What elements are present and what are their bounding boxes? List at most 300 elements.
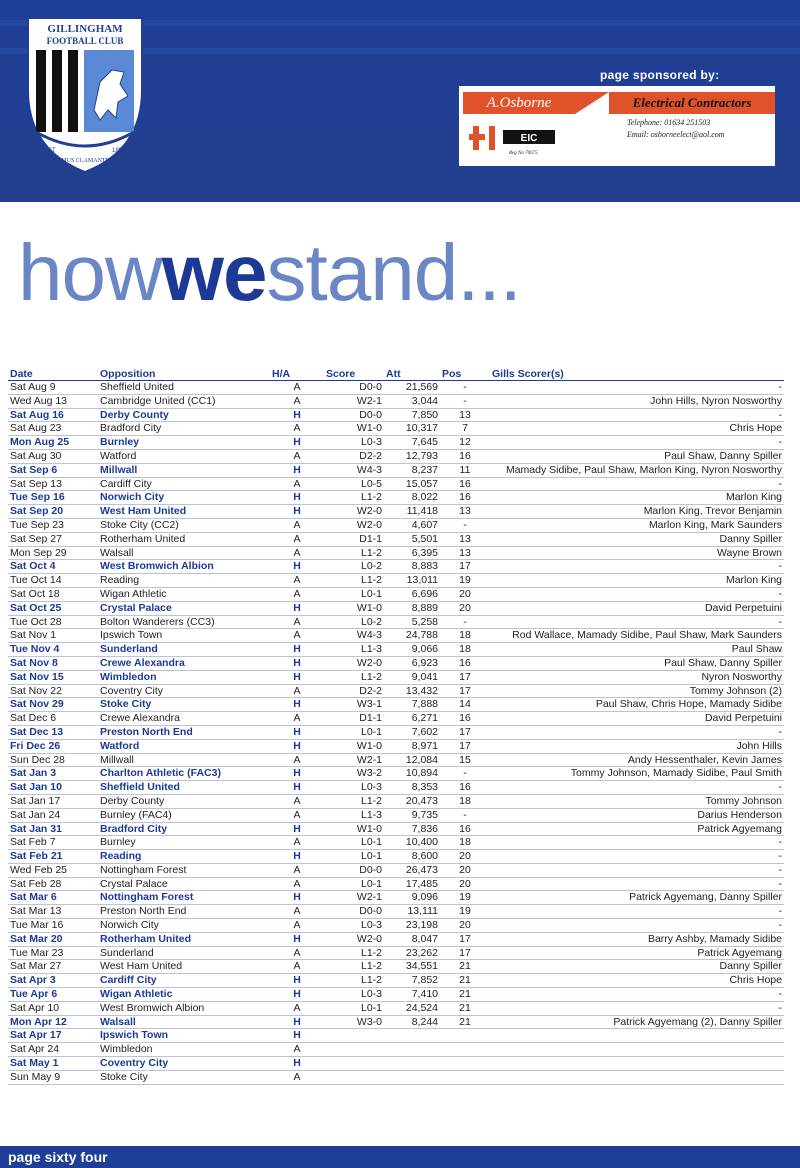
- cell-scorers: Marlon King, Mark Saunders: [490, 518, 784, 532]
- cell-ha: A: [270, 477, 324, 491]
- header-ha: H/A: [270, 368, 324, 381]
- cell-scorers: John Hills: [490, 739, 784, 753]
- table-row: [8, 546, 784, 560]
- cell-opposition: Ipswich Town: [98, 629, 270, 643]
- cell-score: D0-0: [324, 408, 384, 422]
- cell-pos: [440, 1070, 490, 1084]
- cell-ha: H: [270, 822, 324, 836]
- advert-divider: [575, 92, 609, 114]
- cell-pos: 17: [440, 560, 490, 574]
- cell-pos: 18: [440, 794, 490, 808]
- cell-score: L0-1: [324, 587, 384, 601]
- table-row: [8, 725, 784, 739]
- table-row: [8, 877, 784, 891]
- cell-att: 5,258: [384, 615, 440, 629]
- cell-score: L1-2: [324, 546, 384, 560]
- cell-date: Sat Mar 6: [8, 891, 98, 905]
- cell-date: Sat Nov 8: [8, 656, 98, 670]
- cell-scorers: -: [490, 919, 784, 933]
- cell-pos: 16: [440, 656, 490, 670]
- cell-scorers: -: [490, 436, 784, 450]
- header-opposition: Opposition: [98, 368, 270, 381]
- cell-att: 21,569: [384, 381, 440, 395]
- page-title: [18, 228, 521, 318]
- cell-ha: H: [270, 767, 324, 781]
- cell-att: 12,084: [384, 753, 440, 767]
- table-row: [8, 629, 784, 643]
- title-part-how: how: [18, 228, 162, 317]
- cell-score: L0-1: [324, 725, 384, 739]
- cell-date: Sat Oct 18: [8, 587, 98, 601]
- cell-opposition: Wigan Athletic: [98, 587, 270, 601]
- cell-att: 10,317: [384, 422, 440, 436]
- cell-opposition: West Bromwich Albion: [98, 560, 270, 574]
- cell-att: 13,432: [384, 684, 440, 698]
- cell-opposition: West Ham United: [98, 960, 270, 974]
- cell-date: Sat Nov 29: [8, 698, 98, 712]
- cell-ha: A: [270, 532, 324, 546]
- cell-pos: 16: [440, 781, 490, 795]
- cell-date: Sun May 9: [8, 1070, 98, 1084]
- cell-att: 20,473: [384, 794, 440, 808]
- cell-opposition: Norwich City: [98, 919, 270, 933]
- cell-score: W4-3: [324, 463, 384, 477]
- cell-scorers: -: [490, 1001, 784, 1015]
- cell-pos: -: [440, 767, 490, 781]
- table-row: [8, 836, 784, 850]
- cell-ha: A: [270, 919, 324, 933]
- table-row: [8, 1015, 784, 1029]
- cell-ha: H: [270, 560, 324, 574]
- cell-att: 34,551: [384, 960, 440, 974]
- cell-scorers: Andy Hessenthaler, Kevin James: [490, 753, 784, 767]
- cell-date: Sat Apr 17: [8, 1029, 98, 1043]
- cell-pos: -: [440, 381, 490, 395]
- cell-att: 10,400: [384, 836, 440, 850]
- cell-ha: A: [270, 1001, 324, 1015]
- cell-att: 7,410: [384, 988, 440, 1002]
- cell-date: Sat Sep 20: [8, 505, 98, 519]
- cell-date: Tue Mar 23: [8, 946, 98, 960]
- cell-pos: 16: [440, 491, 490, 505]
- cell-scorers: Danny Spiller: [490, 960, 784, 974]
- footer-bar: [0, 1146, 800, 1168]
- cell-scorers: Nyron Nosworthy: [490, 670, 784, 684]
- cell-att: 8,971: [384, 739, 440, 753]
- cell-ha: H: [270, 850, 324, 864]
- cell-scorers: -: [490, 863, 784, 877]
- cell-scorers: -: [490, 615, 784, 629]
- cell-date: Sat Feb 21: [8, 850, 98, 864]
- cell-att: 9,041: [384, 670, 440, 684]
- cell-score: L0-3: [324, 436, 384, 450]
- header-score: Score: [324, 368, 384, 381]
- cell-pos: -: [440, 615, 490, 629]
- cell-score: L1-2: [324, 974, 384, 988]
- cell-att: 7,888: [384, 698, 440, 712]
- sponsor-name: A.Osborne: [463, 92, 575, 114]
- cell-ha: A: [270, 587, 324, 601]
- cell-scorers: Marlon King: [490, 491, 784, 505]
- cell-opposition: Cardiff City: [98, 477, 270, 491]
- cell-att: 26,473: [384, 863, 440, 877]
- cell-att: 8,883: [384, 560, 440, 574]
- header-scorers: Gills Scorer(s): [490, 368, 784, 381]
- cell-date: Mon Apr 12: [8, 1015, 98, 1029]
- cell-opposition: Walsall: [98, 1015, 270, 1029]
- cell-opposition: Crewe Alexandra: [98, 656, 270, 670]
- cell-date: Sat Mar 27: [8, 960, 98, 974]
- crest-est-year: 1893: [112, 148, 126, 154]
- cell-ha: A: [270, 574, 324, 588]
- cell-att: 12,793: [384, 449, 440, 463]
- table-row: [8, 560, 784, 574]
- cell-scorers: David Perpetuini: [490, 712, 784, 726]
- cell-score: W2-0: [324, 505, 384, 519]
- cell-date: Sat Aug 30: [8, 449, 98, 463]
- cell-pos: 13: [440, 505, 490, 519]
- cell-pos: 21: [440, 960, 490, 974]
- table-row: [8, 518, 784, 532]
- cell-scorers: Paul Shaw, Chris Hope, Mamady Sidibe: [490, 698, 784, 712]
- cell-pos: 19: [440, 891, 490, 905]
- cell-ha: A: [270, 753, 324, 767]
- cell-pos: 21: [440, 988, 490, 1002]
- crest-club-name-1: GILLINGHAM: [47, 23, 123, 35]
- results-body: [8, 381, 784, 1085]
- cell-ha: H: [270, 932, 324, 946]
- cell-date: Mon Sep 29: [8, 546, 98, 560]
- cell-ha: A: [270, 794, 324, 808]
- cell-ha: H: [270, 781, 324, 795]
- cell-scorers: -: [490, 725, 784, 739]
- cell-ha: H: [270, 601, 324, 615]
- cell-pos: 16: [440, 822, 490, 836]
- cell-opposition: Millwall: [98, 753, 270, 767]
- cell-opposition: Stoke City: [98, 1070, 270, 1084]
- table-row: [8, 643, 784, 657]
- cell-date: Sat Dec 6: [8, 712, 98, 726]
- cell-opposition: Derby County: [98, 408, 270, 422]
- cell-opposition: Nottingham Forest: [98, 863, 270, 877]
- cell-att: 9,735: [384, 808, 440, 822]
- cell-date: Tue Nov 4: [8, 643, 98, 657]
- table-row: [8, 781, 784, 795]
- cell-date: Sat Jan 10: [8, 781, 98, 795]
- cell-score: L1-2: [324, 670, 384, 684]
- cell-att: 11,418: [384, 505, 440, 519]
- cell-att: 24,788: [384, 629, 440, 643]
- table-row: [8, 988, 784, 1002]
- crest-motto: DOMUS CLAMANTIUM: [52, 158, 118, 164]
- cell-score: W2-0: [324, 518, 384, 532]
- cell-pos: 12: [440, 436, 490, 450]
- cell-opposition: Preston North End: [98, 725, 270, 739]
- cell-pos: 11: [440, 463, 490, 477]
- table-row: [8, 656, 784, 670]
- cell-pos: 13: [440, 532, 490, 546]
- cell-pos: 20: [440, 587, 490, 601]
- cell-date: Sat Nov 1: [8, 629, 98, 643]
- cell-att: 3,044: [384, 394, 440, 408]
- cell-scorers: -: [490, 836, 784, 850]
- cell-ha: H: [270, 739, 324, 753]
- cell-date: Sat Jan 3: [8, 767, 98, 781]
- cell-pos: 19: [440, 574, 490, 588]
- table-row: [8, 919, 784, 933]
- cell-score: [324, 1029, 384, 1043]
- cell-scorers: Tommy Johnson (2): [490, 684, 784, 698]
- cell-pos: [440, 1029, 490, 1043]
- cell-pos: 14: [440, 698, 490, 712]
- cell-score: L0-3: [324, 781, 384, 795]
- table-row: [8, 1057, 784, 1071]
- cell-date: Sat Oct 25: [8, 601, 98, 615]
- cell-score: D1-1: [324, 532, 384, 546]
- sponsor-telephone: Telephone: 01634 251503: [627, 118, 711, 127]
- cell-scorers: Barry Ashby, Mamady Sidibe: [490, 932, 784, 946]
- cell-date: Sat Feb 7: [8, 836, 98, 850]
- cell-opposition: Stoke City (CC2): [98, 518, 270, 532]
- cell-opposition: Coventry City: [98, 1057, 270, 1071]
- cell-score: [324, 1070, 384, 1084]
- cell-score: L1-2: [324, 960, 384, 974]
- cell-opposition: Nottingham Forest: [98, 891, 270, 905]
- cell-date: Sat Aug 23: [8, 422, 98, 436]
- sponsor-business: Electrical Contractors: [609, 92, 775, 114]
- cell-scorers: Danny Spiller: [490, 532, 784, 546]
- cell-score: W2-0: [324, 656, 384, 670]
- cell-scorers: Tommy Johnson: [490, 794, 784, 808]
- cell-att: 7,602: [384, 725, 440, 739]
- sponsor-advert: [459, 86, 775, 166]
- table-row: [8, 739, 784, 753]
- cell-date: Tue Sep 16: [8, 491, 98, 505]
- cell-opposition: Rotherham United: [98, 532, 270, 546]
- cell-score: W2-1: [324, 753, 384, 767]
- cell-date: Sat Dec 13: [8, 725, 98, 739]
- cell-att: 5,501: [384, 532, 440, 546]
- cell-ha: A: [270, 381, 324, 395]
- table-row: [8, 477, 784, 491]
- cell-opposition: Sheffield United: [98, 781, 270, 795]
- cell-scorers: -: [490, 381, 784, 395]
- page-number: page sixty four: [8, 1149, 108, 1165]
- cell-pos: 18: [440, 643, 490, 657]
- cell-att: 8,022: [384, 491, 440, 505]
- cell-pos: 18: [440, 836, 490, 850]
- cell-scorers: -: [490, 877, 784, 891]
- table-row: [8, 574, 784, 588]
- cell-ha: A: [270, 712, 324, 726]
- sponsor-reg: Reg No 70675: [509, 151, 538, 156]
- cell-opposition: Burnley (FAC4): [98, 808, 270, 822]
- cell-opposition: Stoke City: [98, 698, 270, 712]
- title-part-stand: stand...: [266, 228, 521, 317]
- cell-ha: H: [270, 436, 324, 450]
- cell-pos: 20: [440, 877, 490, 891]
- title-part-we: we: [161, 228, 267, 317]
- table-row: [8, 960, 784, 974]
- table-row: [8, 505, 784, 519]
- cell-pos: 20: [440, 919, 490, 933]
- cell-opposition: Sunderland: [98, 946, 270, 960]
- cell-pos: 13: [440, 546, 490, 560]
- cell-scorers: -: [490, 905, 784, 919]
- table-row: [8, 449, 784, 463]
- cell-scorers: Tommy Johnson, Mamady Sidibe, Paul Smith: [490, 767, 784, 781]
- cell-pos: 21: [440, 1001, 490, 1015]
- cell-scorers: Patrick Agyemang: [490, 822, 784, 836]
- cell-scorers: [490, 1043, 784, 1057]
- table-row: [8, 436, 784, 450]
- table-row: [8, 946, 784, 960]
- cell-opposition: West Ham United: [98, 505, 270, 519]
- cell-pos: [440, 1043, 490, 1057]
- table-row: [8, 1029, 784, 1043]
- cell-score: [324, 1043, 384, 1057]
- cell-score: L0-1: [324, 836, 384, 850]
- cell-ha: H: [270, 463, 324, 477]
- cell-opposition: Bradford City: [98, 822, 270, 836]
- cell-scorers: Paul Shaw, Danny Spiller: [490, 656, 784, 670]
- cell-score: W4-3: [324, 629, 384, 643]
- cell-score: W1-0: [324, 422, 384, 436]
- cell-date: Sat Feb 28: [8, 877, 98, 891]
- cell-opposition: Bolton Wanderers (CC3): [98, 615, 270, 629]
- cell-ha: H: [270, 656, 324, 670]
- cell-att: 17,485: [384, 877, 440, 891]
- cell-opposition: Norwich City: [98, 491, 270, 505]
- cell-score: L1-3: [324, 808, 384, 822]
- cell-opposition: Wimbledon: [98, 670, 270, 684]
- cell-att: 13,111: [384, 905, 440, 919]
- table-row: [8, 587, 784, 601]
- table-row: [8, 712, 784, 726]
- table-row: [8, 601, 784, 615]
- cell-score: W1-0: [324, 601, 384, 615]
- cell-score: L1-2: [324, 491, 384, 505]
- cell-att: 23,262: [384, 946, 440, 960]
- cell-ha: A: [270, 863, 324, 877]
- cell-date: Sat Mar 13: [8, 905, 98, 919]
- cell-ha: A: [270, 877, 324, 891]
- cell-pos: 20: [440, 601, 490, 615]
- cell-att: 4,607: [384, 518, 440, 532]
- cell-opposition: Bradford City: [98, 422, 270, 436]
- cell-pos: 20: [440, 863, 490, 877]
- cell-scorers: Paul Shaw: [490, 643, 784, 657]
- cell-score: L0-3: [324, 919, 384, 933]
- cell-att: [384, 1057, 440, 1071]
- cell-score: L0-1: [324, 1001, 384, 1015]
- cell-score: D2-2: [324, 684, 384, 698]
- cell-score: L0-3: [324, 988, 384, 1002]
- table-row: [8, 753, 784, 767]
- cell-score: D0-0: [324, 381, 384, 395]
- table-row: [8, 863, 784, 877]
- cell-score: D0-0: [324, 905, 384, 919]
- cell-score: W1-0: [324, 822, 384, 836]
- header-banner: [0, 0, 800, 202]
- cell-scorers: Rod Wallace, Mamady Sidibe, Paul Shaw, Mark Saunders: [490, 629, 784, 643]
- cell-scorers: Patrick Agyemang, Danny Spiller: [490, 891, 784, 905]
- cell-scorers: Patrick Agyemang (2), Danny Spiller: [490, 1015, 784, 1029]
- cell-scorers: -: [490, 587, 784, 601]
- cell-date: Sat Apr 24: [8, 1043, 98, 1057]
- cell-opposition: Cambridge United (CC1): [98, 394, 270, 408]
- cell-opposition: Burnley: [98, 436, 270, 450]
- sponsor-label: page sponsored by:: [600, 68, 720, 82]
- table-row: [8, 670, 784, 684]
- cell-pos: -: [440, 808, 490, 822]
- cell-scorers: Paul Shaw, Danny Spiller: [490, 449, 784, 463]
- cell-score: L0-1: [324, 877, 384, 891]
- cell-pos: 17: [440, 670, 490, 684]
- cell-att: 24,524: [384, 1001, 440, 1015]
- cell-opposition: West Bromwich Albion: [98, 1001, 270, 1015]
- table-row: [8, 698, 784, 712]
- cell-ha: H: [270, 505, 324, 519]
- table-row: [8, 615, 784, 629]
- cell-pos: 16: [440, 477, 490, 491]
- table-header-row: [8, 368, 784, 381]
- cell-date: Sat Nov 22: [8, 684, 98, 698]
- cell-date: Tue Oct 28: [8, 615, 98, 629]
- cell-score: W3-1: [324, 698, 384, 712]
- cell-opposition: Millwall: [98, 463, 270, 477]
- table-row: [8, 422, 784, 436]
- table-row: [8, 684, 784, 698]
- cell-opposition: Sheffield United: [98, 381, 270, 395]
- cell-att: 8,353: [384, 781, 440, 795]
- cell-pos: 17: [440, 725, 490, 739]
- cell-att: 8,600: [384, 850, 440, 864]
- cell-date: Tue Apr 6: [8, 988, 98, 1002]
- cell-score: D1-1: [324, 712, 384, 726]
- table-row: [8, 794, 784, 808]
- cell-score: W2-0: [324, 932, 384, 946]
- cell-ha: H: [270, 670, 324, 684]
- cell-pos: 21: [440, 974, 490, 988]
- cell-score: [324, 1057, 384, 1071]
- header-date: Date: [8, 368, 98, 381]
- cell-opposition: Reading: [98, 574, 270, 588]
- cell-date: Sat Jan 31: [8, 822, 98, 836]
- cell-opposition: Crewe Alexandra: [98, 712, 270, 726]
- cell-att: [384, 1043, 440, 1057]
- cell-att: 7,850: [384, 408, 440, 422]
- crest-club-name-2: FOOTBALL CLUB: [46, 36, 124, 46]
- cell-scorers: John Hills, Nyron Nosworthy: [490, 394, 784, 408]
- cell-att: 6,923: [384, 656, 440, 670]
- cell-date: Sat Jan 24: [8, 808, 98, 822]
- cell-att: 8,237: [384, 463, 440, 477]
- cell-opposition: Watford: [98, 739, 270, 753]
- cell-scorers: Marlon King, Trevor Benjamin: [490, 505, 784, 519]
- table-row: [8, 1001, 784, 1015]
- cell-pos: 17: [440, 739, 490, 753]
- cell-att: 6,395: [384, 546, 440, 560]
- cell-pos: 21: [440, 1015, 490, 1029]
- cell-opposition: Crystal Palace: [98, 877, 270, 891]
- cell-opposition: Burnley: [98, 836, 270, 850]
- cell-scorers: [490, 1057, 784, 1071]
- cell-date: Sat Oct 4: [8, 560, 98, 574]
- cell-ha: H: [270, 491, 324, 505]
- cell-score: W2-1: [324, 891, 384, 905]
- cell-att: [384, 1029, 440, 1043]
